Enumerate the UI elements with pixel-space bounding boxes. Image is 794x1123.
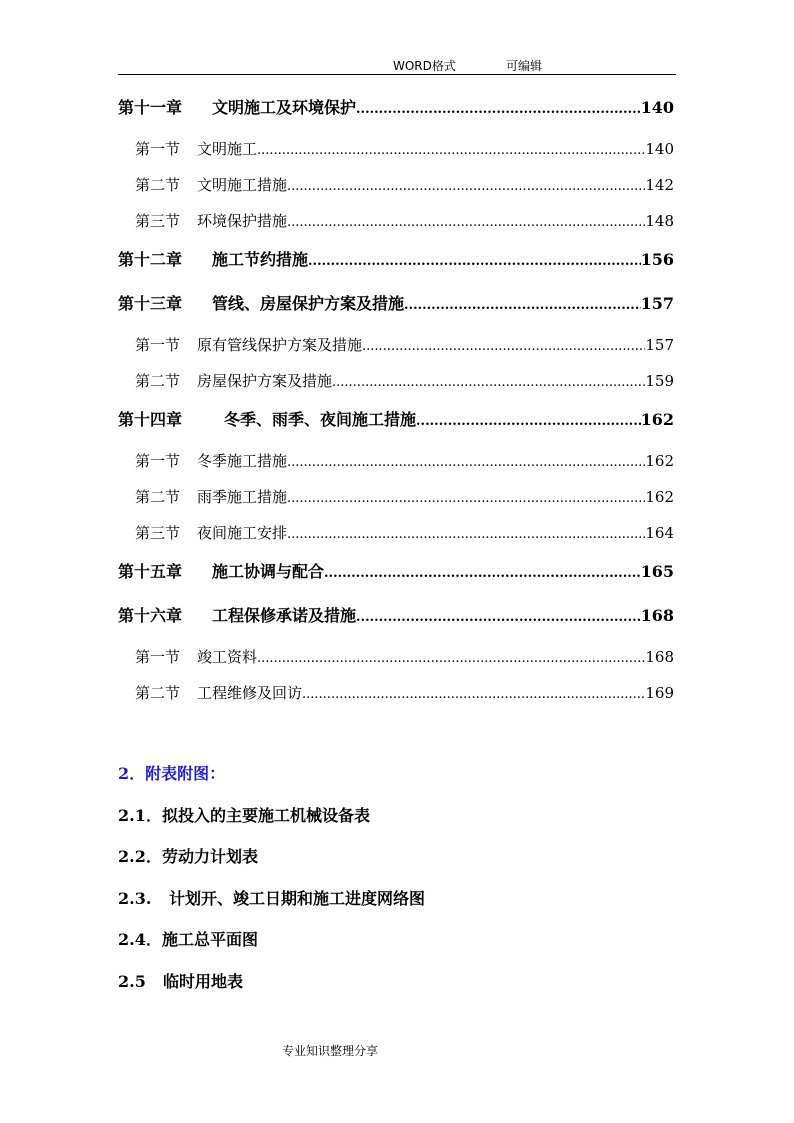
toc-chapter-16[interactable] (118, 598, 674, 642)
toc-section[interactable] (118, 642, 674, 678)
appendix-heading: 2．附表附图： (118, 764, 226, 783)
toc-leader-dots (302, 680, 645, 710)
toc-page-number: 165 (640, 562, 674, 581)
toc-leader-dots (287, 484, 645, 514)
toc-leader-dots (404, 288, 641, 324)
toc-page-number: 168 (645, 648, 674, 666)
toc-chapter-number: 第十二章 (118, 250, 183, 269)
toc-page-number: 140 (645, 140, 674, 158)
appendix-item[interactable] (118, 886, 674, 909)
toc-chapter-12[interactable] (118, 242, 674, 286)
toc-page-number: 162 (645, 452, 674, 470)
toc-section-number: 第一节 (135, 336, 181, 354)
appendix-item-number: 2.5 (118, 972, 146, 991)
toc-section-title: 文明施工措施 (197, 176, 288, 194)
toc-leader-dots (287, 448, 645, 478)
header-format-label: WORD格式 (393, 59, 456, 73)
toc-chapter-13[interactable] (118, 286, 674, 330)
appendix-item[interactable] (118, 927, 674, 950)
page-header (118, 57, 676, 75)
toc-page-number: 142 (645, 176, 674, 194)
toc-section[interactable] (118, 678, 674, 714)
toc-chapter-title: 管线、房屋保护方案及措施 (212, 294, 405, 313)
toc-section-number: 第二节 (135, 176, 181, 194)
toc-page-number: 140 (640, 98, 674, 117)
toc-leader-dots (287, 208, 645, 238)
header-editable-label: 可编辑 (506, 59, 543, 73)
toc-section-title: 原有管线保护方案及措施 (197, 336, 363, 354)
toc-chapter-15[interactable] (118, 554, 674, 598)
toc-section[interactable] (118, 446, 674, 482)
toc-page-number: 157 (645, 336, 674, 354)
toc-section-number: 第一节 (135, 648, 181, 666)
toc-leader-dots (287, 520, 645, 550)
toc-section-number: 第二节 (135, 372, 181, 390)
appendix-item-title: 临时用地表 (163, 972, 244, 991)
toc-section-title: 夜间施工安排 (197, 524, 288, 542)
toc-section-number: 第二节 (135, 684, 181, 702)
toc-chapter-title: 施工节约措施 (212, 250, 309, 269)
toc-page-number: 162 (640, 410, 674, 429)
toc-chapter-number: 第十三章 (118, 294, 183, 313)
toc-chapter-number: 第十四章 (118, 410, 183, 429)
toc-section[interactable] (118, 206, 674, 242)
toc-section[interactable] (118, 482, 674, 518)
toc-section-number: 第一节 (135, 140, 181, 158)
toc-page-number: 162 (645, 488, 674, 506)
toc-chapter-14[interactable] (118, 402, 674, 446)
toc-section-number: 第三节 (135, 212, 181, 230)
toc-section[interactable] (118, 518, 674, 554)
toc-page-number: 168 (640, 606, 674, 625)
appendix-item-number: 2.4． (118, 930, 162, 949)
appendix-item[interactable] (118, 803, 674, 826)
toc-page-number: 148 (645, 212, 674, 230)
appendix-item-title: 施工总平面图 (162, 930, 259, 949)
appendix-item[interactable] (118, 844, 674, 867)
appendix-item[interactable] (118, 969, 674, 992)
toc-leader-dots (324, 556, 641, 592)
appendix-item-number: 2.3. (118, 889, 152, 908)
toc-section-title: 文明施工 (197, 140, 258, 158)
toc-chapter-11[interactable] (118, 90, 674, 134)
appendix-item-number: 2.1． (118, 806, 162, 825)
toc-section-title: 雨季施工措施 (197, 488, 288, 506)
toc-section[interactable] (118, 170, 674, 206)
appendix-item-title: 劳动力计划表 (162, 847, 259, 866)
toc-leader-dots (362, 332, 645, 362)
toc-section-title: 冬季施工措施 (197, 452, 288, 470)
toc-chapter-number: 第十五章 (118, 562, 183, 581)
toc-chapter-title: 施工协调与配合 (212, 562, 325, 581)
toc-chapter-title: 冬季、雨季、夜间施工措施 (224, 410, 417, 429)
toc-section[interactable] (118, 134, 674, 170)
toc-section-title: 竣工资料 (197, 648, 258, 666)
toc-chapter-title: 工程保修承诺及措施 (212, 606, 357, 625)
toc-section[interactable] (118, 330, 674, 366)
toc-leader-dots (257, 136, 645, 166)
toc-section-number: 第三节 (135, 524, 181, 542)
toc-leader-dots (332, 368, 645, 398)
toc-page-number: 164 (645, 524, 674, 542)
appendix-item-title: 计划开、竣工日期和施工进度网络图 (169, 889, 426, 908)
toc-section-number: 第二节 (135, 488, 181, 506)
toc-section[interactable] (118, 366, 674, 402)
toc-section-number: 第一节 (135, 452, 181, 470)
appendix-item-number: 2.2． (118, 847, 162, 866)
appendix-item-title: 拟投入的主要施工机械设备表 (162, 806, 371, 825)
toc-section-title: 房屋保护方案及措施 (197, 372, 333, 390)
toc-page-number: 157 (640, 294, 674, 313)
toc-leader-dots (356, 92, 641, 128)
toc-section-title: 环境保护措施 (197, 212, 288, 230)
toc-page-number: 159 (645, 372, 674, 390)
toc-chapter-number: 第十一章 (118, 98, 183, 117)
table-of-contents (118, 90, 674, 714)
toc-leader-dots (416, 404, 641, 440)
toc-section-title: 工程维修及回访 (197, 684, 303, 702)
page-footer: 专业知识整理分享 (282, 1044, 379, 1058)
toc-page-number: 156 (640, 250, 674, 269)
toc-leader-dots (257, 644, 645, 674)
toc-chapter-title: 文明施工及环境保护 (212, 98, 357, 117)
toc-leader-dots (287, 172, 645, 202)
toc-page-number: 169 (645, 684, 674, 702)
toc-leader-dots (356, 600, 641, 636)
toc-leader-dots (308, 244, 641, 280)
toc-chapter-number: 第十六章 (118, 606, 183, 625)
